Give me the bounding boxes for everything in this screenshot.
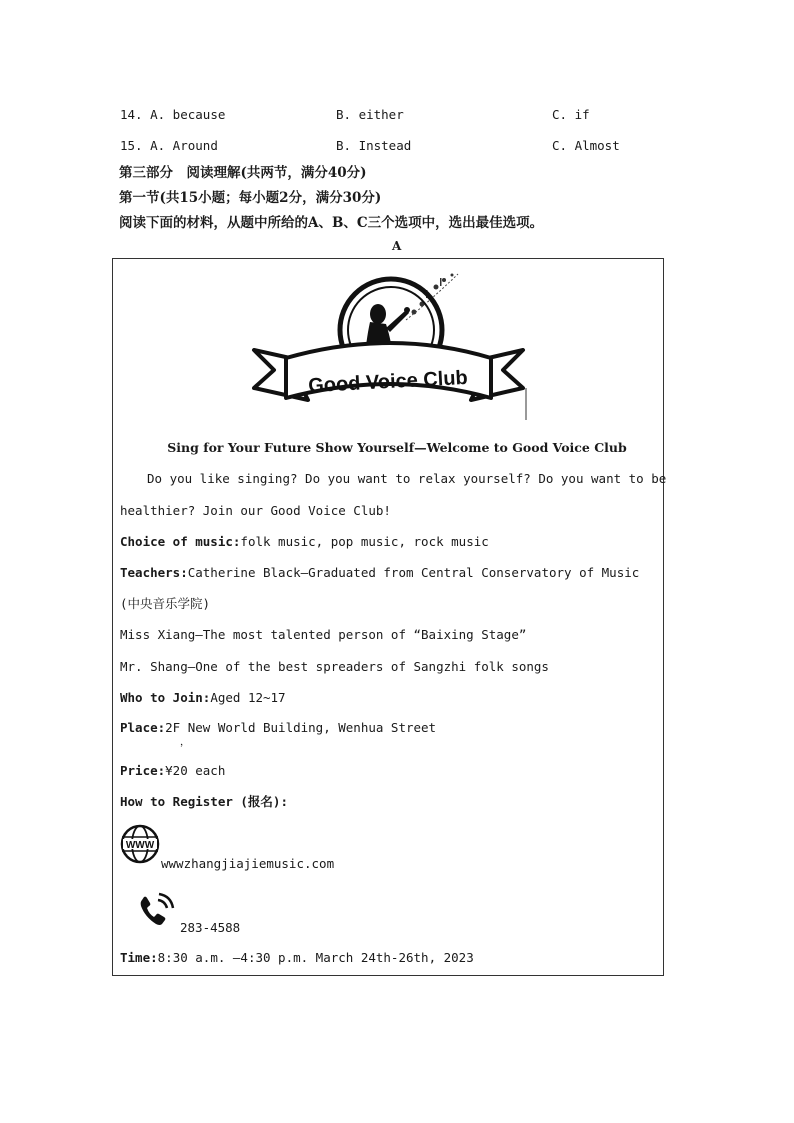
club-logo (246, 270, 531, 422)
who-to-join-label: Who to Join: (120, 690, 211, 705)
q15-option-b: B. Instead (336, 138, 412, 153)
price-row (120, 763, 225, 778)
club-logo-graphic (246, 270, 531, 422)
teacher-1: Catherine Black—Graduated from Central Conservatory of Music (187, 565, 640, 580)
website-link[interactable]: wwwzhangjiajiemusic.com (161, 856, 335, 871)
ad-intro-line1: Do you like singing? Do you want to relax yourself? Do you want to be (147, 471, 667, 486)
passage-label: A (392, 239, 402, 253)
q15-option-c: C. Almost (552, 138, 620, 153)
place-mark: ， (180, 737, 190, 748)
price-label: Price: (120, 763, 166, 778)
www-globe-icon (119, 824, 161, 864)
section-instruction: 阅读下面的材料，从题中所给的A、B、C三个选项中，选出最佳选项。 (119, 215, 544, 231)
who-to-join-row (120, 690, 286, 705)
teacher-1-cn: (中央音乐学院) (120, 596, 211, 611)
price-value: ¥20 each (165, 763, 226, 778)
teachers-label: Teachers: (120, 565, 188, 580)
who-to-join-value: Aged 12~17 (210, 690, 286, 705)
svg-text:Good Voice Club: Good Voice Club (307, 366, 469, 398)
section-sub-heading: 第一节(共15小题；每小题2分，满分30分) (119, 190, 382, 206)
teacher-3: Mr. Shang—One of the best spreaders of Sangzhi folk songs (120, 659, 549, 674)
place-row (120, 720, 436, 735)
section-part-heading: 第三部分 阅读理解(共两节，满分40分) (119, 165, 367, 181)
svg-text:WWW: WWW (125, 840, 155, 851)
time-row (120, 950, 474, 965)
q14-option-a: 14. A. because (120, 107, 226, 122)
register-label: How to Register (报名): (120, 794, 288, 809)
phone-number[interactable]: 283-4588 (180, 920, 241, 935)
music-choice-row (120, 534, 489, 549)
ad-headline: Sing for Your Future Show Yourself—Welcome to Good Voice Club (167, 440, 627, 455)
time-label: Time: (120, 950, 158, 965)
place-value: 2F New World Building, Wenhua Street (165, 720, 437, 735)
teachers-row (120, 565, 639, 580)
music-choice-label: Choice of music: (120, 534, 241, 549)
time-value: 8:30 a.m. —4:30 p.m. March 24th-26th, 2023 (157, 950, 474, 965)
phone-icon (134, 890, 178, 930)
place-label: Place: (120, 720, 166, 735)
q14-option-b: B. either (336, 107, 404, 122)
music-choice-value: folk music, pop music, rock music (240, 534, 489, 549)
q14-option-c: C. if (552, 107, 590, 122)
q15-option-a: 15. A. Around (120, 138, 218, 153)
ad-intro-line2: healthier? Join our Good Voice Club! (120, 503, 391, 518)
teacher-2: Miss Xiang—The most talented person of “Baixing Stage” (120, 627, 527, 642)
